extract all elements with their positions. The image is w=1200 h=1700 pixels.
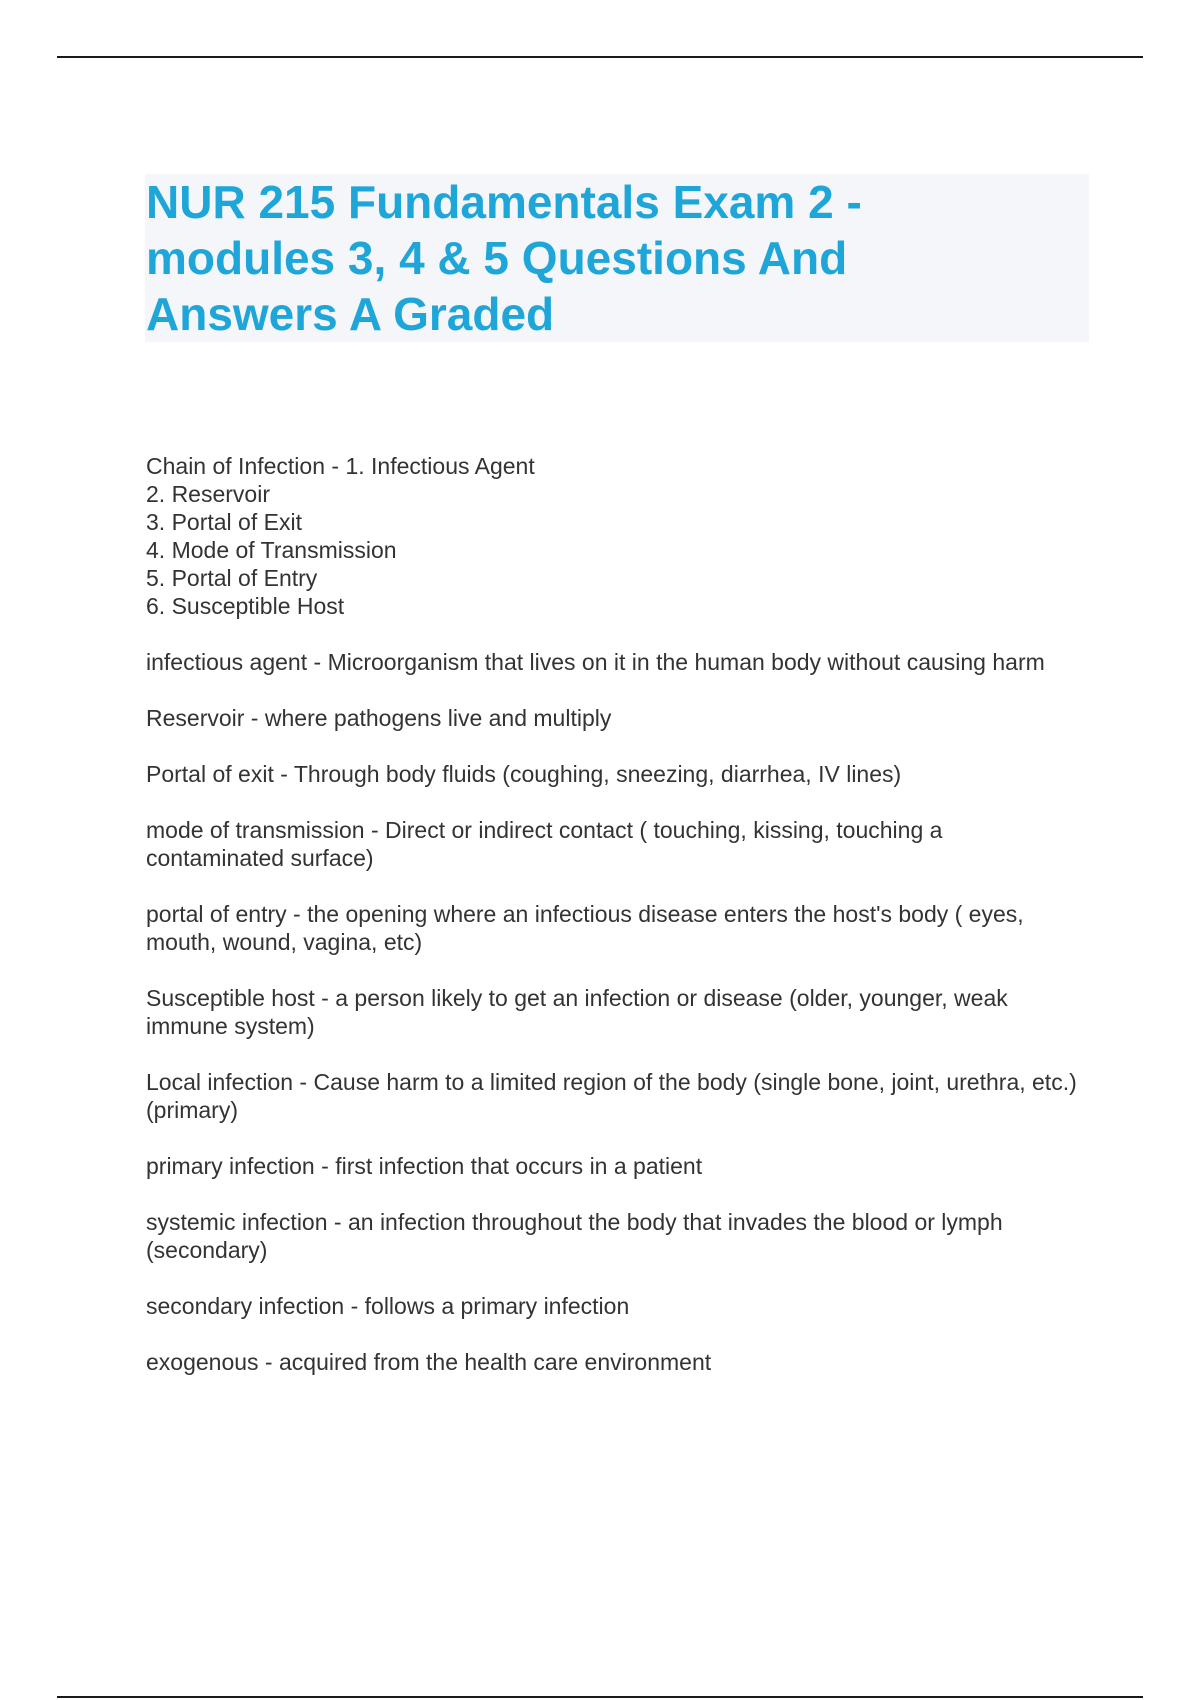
chain-step-5: 5. Portal of Entry [146, 565, 318, 591]
entry-term: infectious agent [146, 649, 308, 675]
entry-separator: - [344, 1293, 365, 1319]
entry-separator: - [327, 1209, 348, 1235]
entry-separator: - [244, 705, 265, 731]
chain-of-infection-entry [146, 452, 1086, 620]
entry-separator: - [314, 985, 336, 1011]
entry-definition: Cause harm to a limited region of the body (single bone, joint, urethra, etc.) (primary) [146, 1069, 1084, 1123]
chain-first-line [146, 452, 1086, 480]
entry-term: mode of transmission [146, 817, 365, 843]
entry-separator: - [314, 1153, 336, 1179]
entry-term: Portal of exit [146, 761, 274, 787]
entry-separator: - [286, 901, 308, 927]
chain-step-4: 4. Mode of Transmission [146, 537, 397, 563]
entry-definition: acquired from the health care environment [279, 1349, 712, 1375]
chain-step-6: 6. Susceptible Host [146, 593, 345, 619]
entry-definition: Direct or indirect contact ( touching, kissing, touching a contaminated surface) [146, 817, 949, 871]
chain-step-3: 3. Portal of Exit [146, 509, 302, 535]
entry-secondary-infection [146, 1292, 1086, 1320]
entry-susceptible-host [146, 984, 1086, 1040]
entry-primary-infection [146, 1152, 1086, 1180]
page-title: NUR 215 Fundamentals Exam 2 - modules 3, 4 & 5 Questions And Answers A Graded [146, 176, 862, 340]
entry-mode-of-transmission [146, 816, 1086, 872]
entry-definition: where pathogens live and multiply [264, 705, 612, 731]
entry-portal-of-exit [146, 760, 1086, 788]
entry-definition: Microorganism that lives on it in the human body without causing harm [327, 649, 1045, 675]
entry-term: primary infection [146, 1153, 315, 1179]
bottom-divider [57, 1696, 1143, 1698]
chain-term: Chain of Infection [146, 453, 326, 479]
document-body [146, 452, 1086, 1376]
entry-definition: Through body fluids (coughing, sneezing, diarrhea, IV lines) [293, 761, 902, 787]
chain-step-1: 1. Infectious Agent [345, 453, 535, 479]
entry-term: portal of entry [146, 901, 287, 927]
entry-definition: first infection that occurs in a patient [335, 1153, 703, 1179]
entry-portal-of-entry [146, 900, 1086, 956]
entry-separator: - [258, 1349, 279, 1375]
title-banner [145, 174, 1089, 342]
entry-local-infection [146, 1068, 1086, 1124]
entry-definition: an infection throughout the body that invades the blood or lymph (secondary) [146, 1209, 1010, 1263]
entry-separator: - [273, 761, 294, 787]
entry-infectious-agent [146, 648, 1086, 676]
entry-definition: a person likely to get an infection or disease (older, younger, weak immune system) [146, 985, 1015, 1039]
entry-exogenous [146, 1348, 1086, 1376]
entry-term: Local infection [146, 1069, 294, 1095]
top-divider [57, 56, 1143, 58]
entry-term: systemic infection [146, 1209, 328, 1235]
entry-separator: - [293, 1069, 314, 1095]
entry-definition: follows a primary infection [364, 1293, 630, 1319]
entry-separator: - [307, 649, 328, 675]
entry-term: secondary infection [146, 1293, 345, 1319]
entry-definition: the opening where an infectious disease enters the host's body ( eyes, mouth, wound, vagina, etc) [146, 901, 1031, 955]
entry-systemic-infection [146, 1208, 1086, 1264]
chain-separator: - [325, 453, 346, 479]
entry-term: Susceptible host [146, 985, 315, 1011]
entry-term: exogenous [146, 1349, 259, 1375]
chain-step-2: 2. Reservoir [146, 481, 270, 507]
entry-reservoir [146, 704, 1086, 732]
entry-separator: - [364, 817, 386, 843]
entry-term: Reservoir [146, 705, 245, 731]
